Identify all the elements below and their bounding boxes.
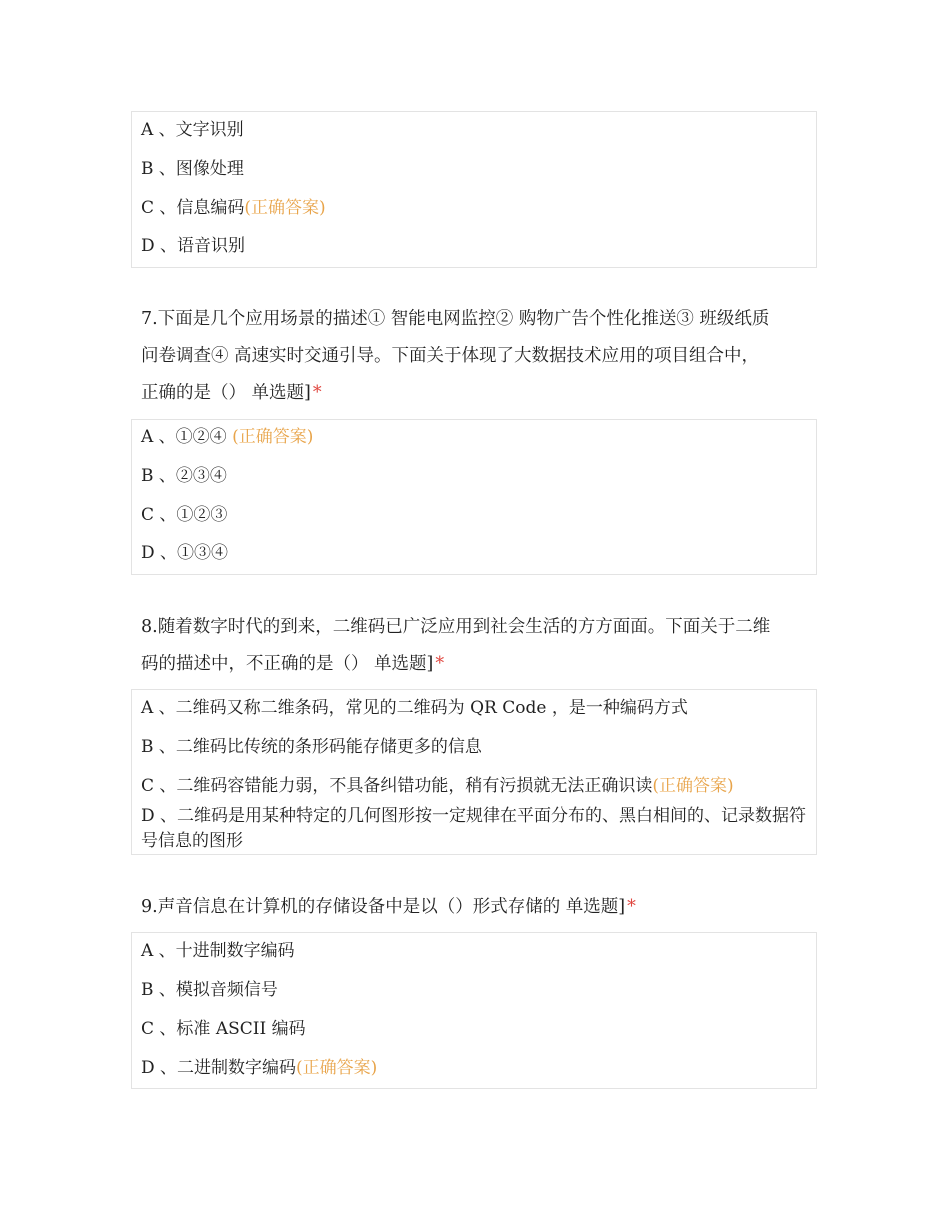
- q8-option-b[interactable]: B 、二维码比传统的条形码能存储更多的信息: [141, 737, 482, 757]
- correct-answer-badge: (正确答案): [244, 198, 326, 218]
- required-mark: *: [312, 383, 322, 403]
- q6-option-a[interactable]: A 、文字识别: [141, 120, 244, 140]
- q8-options-box: [131, 689, 817, 855]
- q9-options-box: [131, 932, 817, 1089]
- q6-options-box: [131, 111, 817, 268]
- q9-question-text: 9.声音信息在计算机的存储设备中是以（）形式存储的 单选题] *: [141, 897, 636, 917]
- q7-option-d[interactable]: D 、①③④: [141, 543, 229, 563]
- q6-option-d[interactable]: D 、语音识别: [141, 236, 246, 256]
- q8-option-a[interactable]: A 、二维码又称二维条码，常见的二维码为 QR Code ，是一种编码方式: [141, 698, 688, 718]
- correct-answer-badge: (正确答案): [232, 427, 314, 447]
- q6-option-b[interactable]: B 、图像处理: [141, 159, 244, 179]
- q7-question-text: 7.下面是几个应用场景的描述① 智能电网监控② 购物广告个性化推送③ 班级纸质 问卷调查④ 高速实时交通引导。下面关于体现了大数据技术应用的项目组合中， 正确的是（） 单选题] *: [141, 309, 770, 403]
- q9-option-b[interactable]: B 、模拟音频信号: [141, 980, 278, 1000]
- q8-option-d[interactable]: D 、二维码是用某种特定的几何图形按一定规律在平面分布的、黑白相间的、记录数据符号信息的图形: [141, 806, 807, 851]
- required-mark: *: [435, 654, 445, 674]
- correct-answer-badge: (正确答案): [296, 1058, 378, 1078]
- q6-option-c[interactable]: C 、信息编码(正确答案): [141, 198, 326, 218]
- q9-option-c[interactable]: C 、标准 ASCII 编码: [141, 1019, 306, 1039]
- q9-option-d[interactable]: D 、二进制数字编码(正确答案): [141, 1058, 378, 1078]
- q8-question-text: 8.随着数字时代的到来，二维码已广泛应用到社会生活的方方面面。下面关于二维 码的描述中，不正确的是（） 单选题] *: [141, 617, 771, 674]
- q7-options-box: [131, 419, 817, 575]
- correct-answer-badge: (正确答案): [652, 776, 734, 796]
- q9-option-a[interactable]: A 、十进制数字编码: [141, 941, 295, 961]
- q7-option-a[interactable]: A 、①②④ (正确答案): [141, 427, 314, 447]
- required-mark: *: [627, 897, 636, 917]
- q8-option-c[interactable]: C 、二维码容错能力弱，不具备纠错功能，稍有污损就无法正确识读(正确答案): [141, 776, 734, 796]
- q7-option-c[interactable]: C 、①②③: [141, 505, 228, 525]
- q7-option-b[interactable]: B 、②③④: [141, 466, 227, 486]
